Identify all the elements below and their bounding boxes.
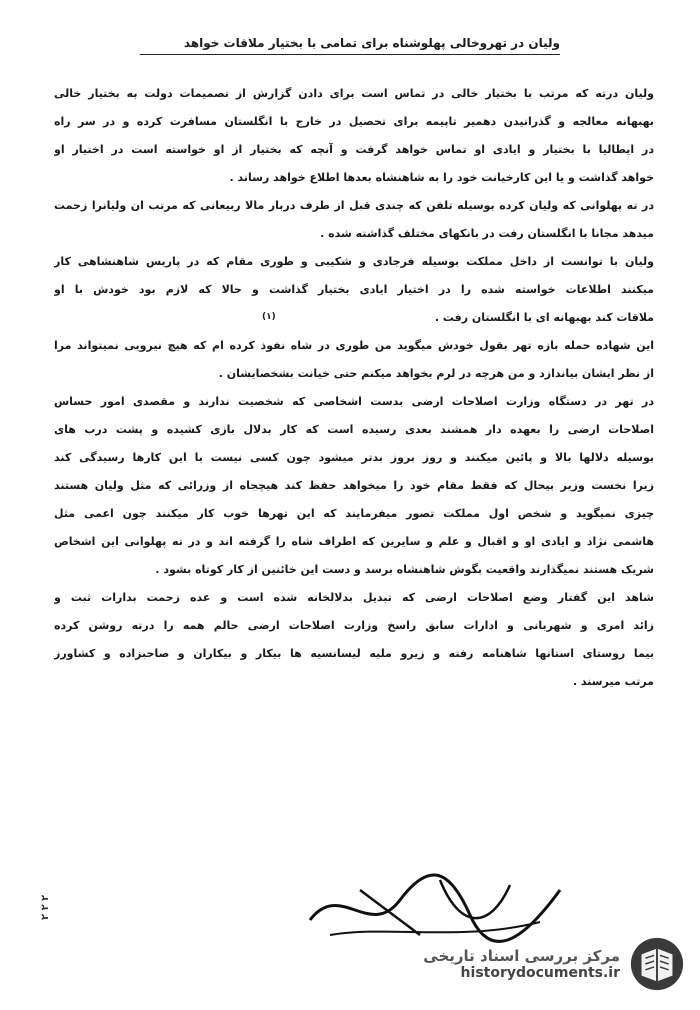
text-line: هاشمی نژاد و ایادی او و اقبال و علم و سایرین که اطراف شاه را گرفته اند و در ته پهلوانی این اشخاص — [54, 535, 654, 548]
text-line: ولیان با توانست از داخل مملکت بوسیله فرجادی و شکیبی و طوری مقام که در پاریس شاهنشاهی کار — [54, 255, 654, 268]
text-line: شاهد این گفتار وضع اصلاحات ارضی که تبدیل بدلالخانه شده است و عده زحمت بدارات ثبت و — [54, 591, 654, 604]
text-line: در ته پهلوانی که ولیان کرده بوسیله تلفن که چندی قبل از طرف دربار مالا ربیعانی که مرتب ان ولیانرا زحمت — [54, 199, 654, 212]
text-line: زیرا نخست وزیر بیحال که فقط مقام خود را میخواهد حفظ کند هیچجاه از وزرائی که مثل ولیان هستند — [54, 479, 654, 492]
watermark — [396, 932, 686, 996]
watermark-name: مرکز بررسی اسناد تاریخی — [423, 947, 620, 965]
text-line: چیزی نمیگوید و شخص اول مملکت تصور میفرمایند که این تهرها خوب کار میکنند چون اعمی مثل — [54, 507, 654, 520]
archive-logo-icon — [628, 935, 686, 993]
text-line: در تهر در دستگاه وزارت اصلاحات ارضی بدست اشخاصی که شخصیت ندارند و مقصدی امور حساس — [54, 395, 654, 408]
text-line: مرتب میرسند . — [572, 675, 654, 688]
document-body — [54, 86, 654, 946]
watermark-text — [423, 947, 620, 981]
margin-handwritten-note: ۲ ۲ ۲ — [40, 894, 51, 920]
text-line: از نظر ایشان بیاندازد و من هرچه در لرم بخواهد میکنم حتی خیانت بشخصایشان . — [218, 367, 654, 380]
text-line: بوسیله دلالها بالا و پائین میکنند و روز بروز بدتر میشود چون کسی نیست با این کارها رسیدگی کند — [54, 451, 654, 464]
watermark-url: historydocuments.ir — [460, 965, 620, 981]
footnote-marker: (۱) — [262, 312, 276, 322]
text-line: اصلاحات ارضی را بعهده دار همشند بعدی رسیده است که کار بدلال بازی کشیده و پشت درب های — [54, 423, 654, 436]
text-line: ولیان درته که مرتب با بختیار خالی در تماس است برای دادن گزارش از تصمیمات دولت به بختیار خالی — [54, 87, 654, 100]
text-line: در ایطالیا با بختیار و ایادی او تماس خواهد گرفت و آنچه که بختیار از او خواسته است در اختیار او — [54, 143, 654, 156]
text-line: میکنند اطلاعات خواسته شده را در اختیار ایادی بختیار گذاشت و حالا که لازم بود خودش با او — [54, 283, 654, 296]
document-title: ولیان در تهرو‌خالی پهلوشناه برای تمامی با بختیار ملاقات خواهد — [140, 34, 560, 55]
text-line: این شهاده حمله بازه تهر بقول خودش میگوید من طوری در شاه نفوذ کرده ام که هیچ نیرویی نمیتواند مرا — [54, 339, 654, 352]
text-line: بیما روستای استانها شاهنامه رفته و زیرو ملیه لیسانسیه ها بیکار و بیکاران و صاحبزاده و کشاورز — [54, 647, 654, 660]
text-line: شریک هستند نمیگذارند واقعیت بگوش شاهنشاه برسد و دست این خائنین از کار کوتاه بشود . — [155, 563, 654, 576]
text-line: خواهد گذاشت و یا این کارخیانت خود را به شاهنشاه بعدها اطلاع خواهد رساند . — [229, 171, 654, 184]
text-line: میدهد مجانا با انگلستان رفت در بانکهای مختلف گذاشته شده . — [320, 227, 654, 240]
text-line: ملاقات کند بهبهانه ای با انگلستان رفت . — [434, 311, 654, 324]
text-line: زائد امری و شهربانی و ادارات سابق راسخ وزارت اصلاحات ارضی حالم همه را درته روشن کرده — [54, 619, 654, 632]
text-line: بهبهانه معالجه و گذرانیدن دهمیر تاپیمه برای تحصیل در خارج با انگلستان مسافرت کرده و در سر راه — [54, 115, 654, 128]
